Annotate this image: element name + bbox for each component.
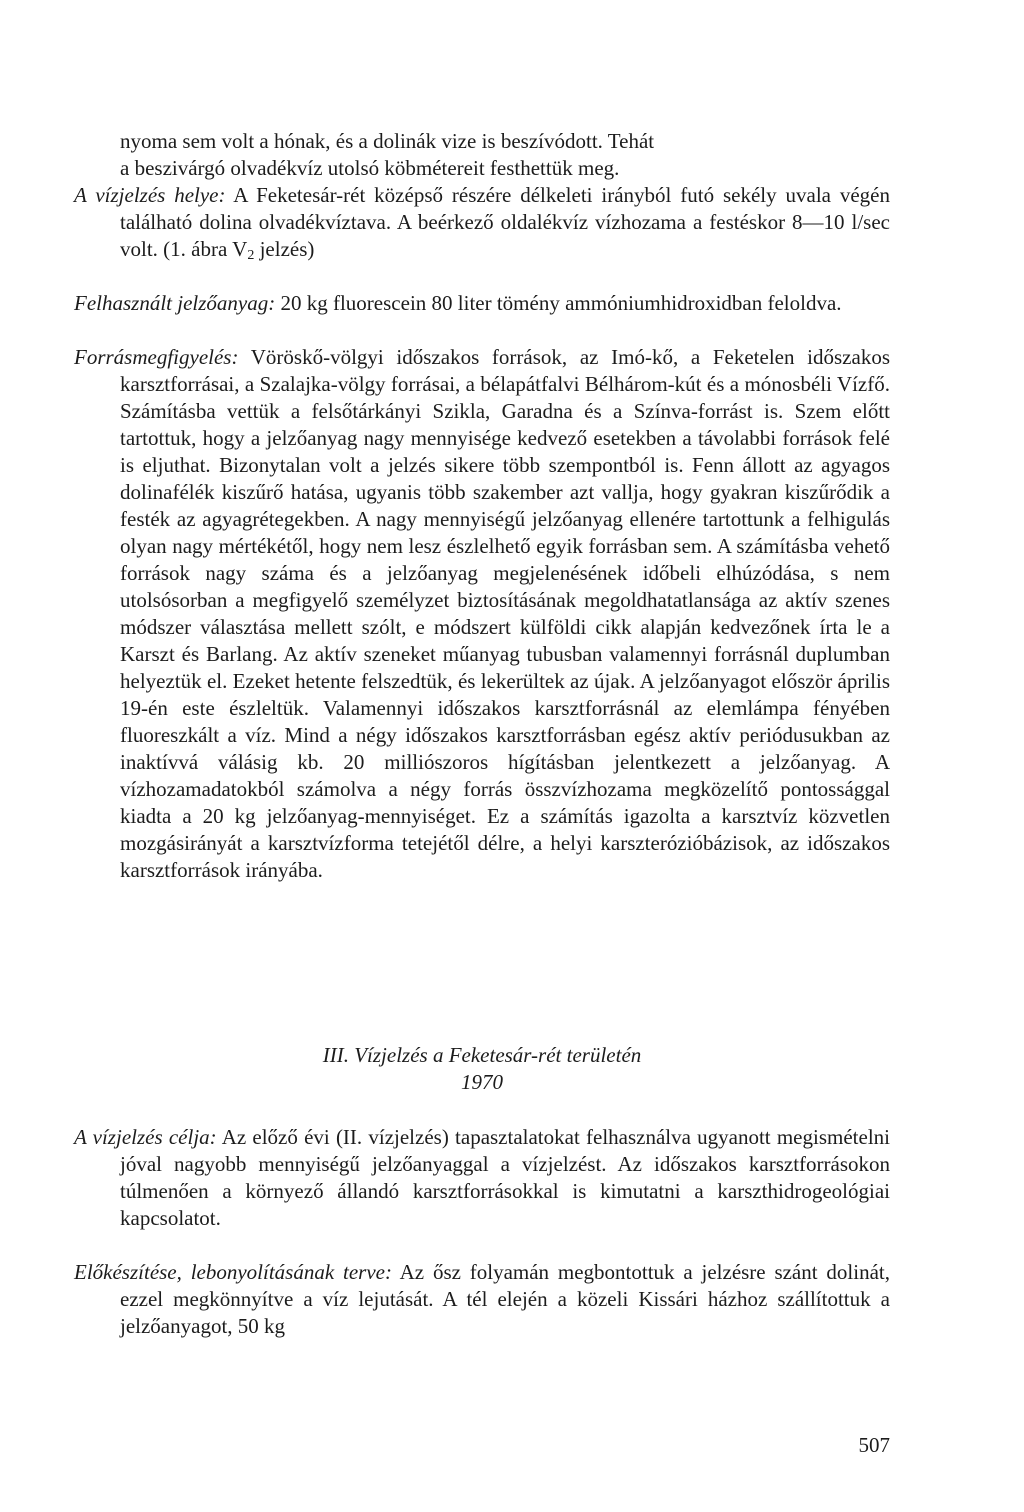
section-year: 1970 [461,1070,503,1094]
vizjelzes-celja-label: A vízjelzés célja: [74,1125,217,1149]
elokeszitese-paragraph [74,1259,890,1340]
forrasmegfigyeles-label: Forrásmegfigyelés: [74,345,239,369]
vizjelzes-helye-text: A Feketesár-rét középső részére délkeleti irányból futó sekély uvala végén található dolina olvadékvíztava. A beérkező oldalékvíz vízhozama a festéskor 8—10 l/sec volt. (1. ábra [120,183,890,261]
continuation-line-2: a beszivárgó olvadékvíz utolsó köbmétereit festhettük meg. [120,156,620,180]
section-heading [74,1042,890,1096]
v-letter: V [232,237,248,261]
vizjelzes-helye-text-end: jelzés) [254,237,315,261]
continuation-paragraph [74,128,890,182]
felhasznalt-text: 20 kg fluorescein 80 liter tömény ammóniumhidroxidban feloldva. [275,291,842,315]
felhasznalt-label: Felhasznált jelzőanyag: [74,291,276,315]
page-number: 507 [858,1433,890,1457]
felhasznalt-paragraph [74,290,890,317]
elokeszitese-text: Az ősz folyamán megbontottuk a jelzésre szánt dolinát, ezzel megkönnyítve a víz lejutását. A tél elején a közeli Kissári házhoz szállítottuk a jelzőanyagot, 50 kg [120,1260,890,1338]
elokeszitese-label: Előkészítése, lebonyolításának terve: [74,1260,392,1284]
vizjelzes-helye-paragraph [74,182,890,269]
forrasmegfigyeles-paragraph [74,344,890,884]
vizjelzes-celja-paragraph [74,1124,890,1232]
continuation-line-1: nyoma sem volt a hónak, és a dolinák vize is beszívódott. Tehát [120,129,655,153]
v-subscript: 2 [247,248,255,263]
section-title: III. Vízjelzés a Feketesár-rét területén [322,1043,642,1067]
forrasmegfigyeles-text: Vöröskő-völgyi időszakos források, az Imó-kő, a Feketelen időszakos karsztforrásai, a Szalajka-völgy forrásai, a bélapátfalvi Bélhárom-kút és a mónosbéli Vízfő. Számításba vettük a felsőtárkányi Szikla, Garadna és a Színva-forrást is. Szem előtt tartottuk, hogy a jelzőanyag nagy mennyisége kedvező esetekben a távolabbi források felé is eljuthat. Bizonytalan volt a jelzés sikere több szempontból is. Fenn állott az agyagos dolinafélék kiszűrő hatása, ugyanis több szakember azt vallja, hogy gyakran kiszűrődik a festék az agyagrétegekben. A nagy mennyiségű jelzőanyag ellenére tartottunk a felhigulás olyan nagy mértékétől, hogy nem lesz észlelhető egyik forrásban sem. A számításba vehető források nagy száma és a jelzőanyag megjelenésének időbeli elhúzódása, s nem utolsósorban a megfigyelő személyzet biztosításának megoldhatatlansága az aktív szenes módszer választása mellett szólt, e módszert külföldi cikk alapján kedvezőnek írta le a Karszt és Barlang. Az aktív szeneket műanyag tubusban valamennyi forrásnál duplumban helyeztük el. Ezeket hetente felszedtük, és lekerültek az újak. A jelzőanyagot először április 19-én este észleltük. Valamennyi időszakos karsztforrásnál az elemlámpa fényében fluoreszkált a víz. Mind a négy időszakos karsztforrásban egész aktív periódusukban az inaktívvá válásig kb. 20 milliószoros hígításban jelentkezett a jelzőanyag. A vízhozamadatokból számolva a négy forrás összvízhozama megközelítő pontossággal kiadta a 20 kg jelzőanyag-mennyiséget. Ez a számítás igazolta a karsztvíz közvetlen mozgásirányát a karsztvízforma tetejétől délre, a helyi karszterózióbázisok, az időszakos karsztforrások irányába. [120,345,890,882]
vizjelzes-celja-text: Az előző évi (II. vízjelzés) tapasztalatokat felhasználva ugyanott megismételni jóval nagyobb mennyiségű jelzőanyaggal a vízjelzést. Az időszakos karsztforrásokon túlmenően a környező állandó karsztforrásokkal is kimutatni a karszthidrogeológiai kapcsolatot. [120,1125,890,1230]
vizjelzes-helye-label: A vízjelzés helye: [74,183,226,207]
